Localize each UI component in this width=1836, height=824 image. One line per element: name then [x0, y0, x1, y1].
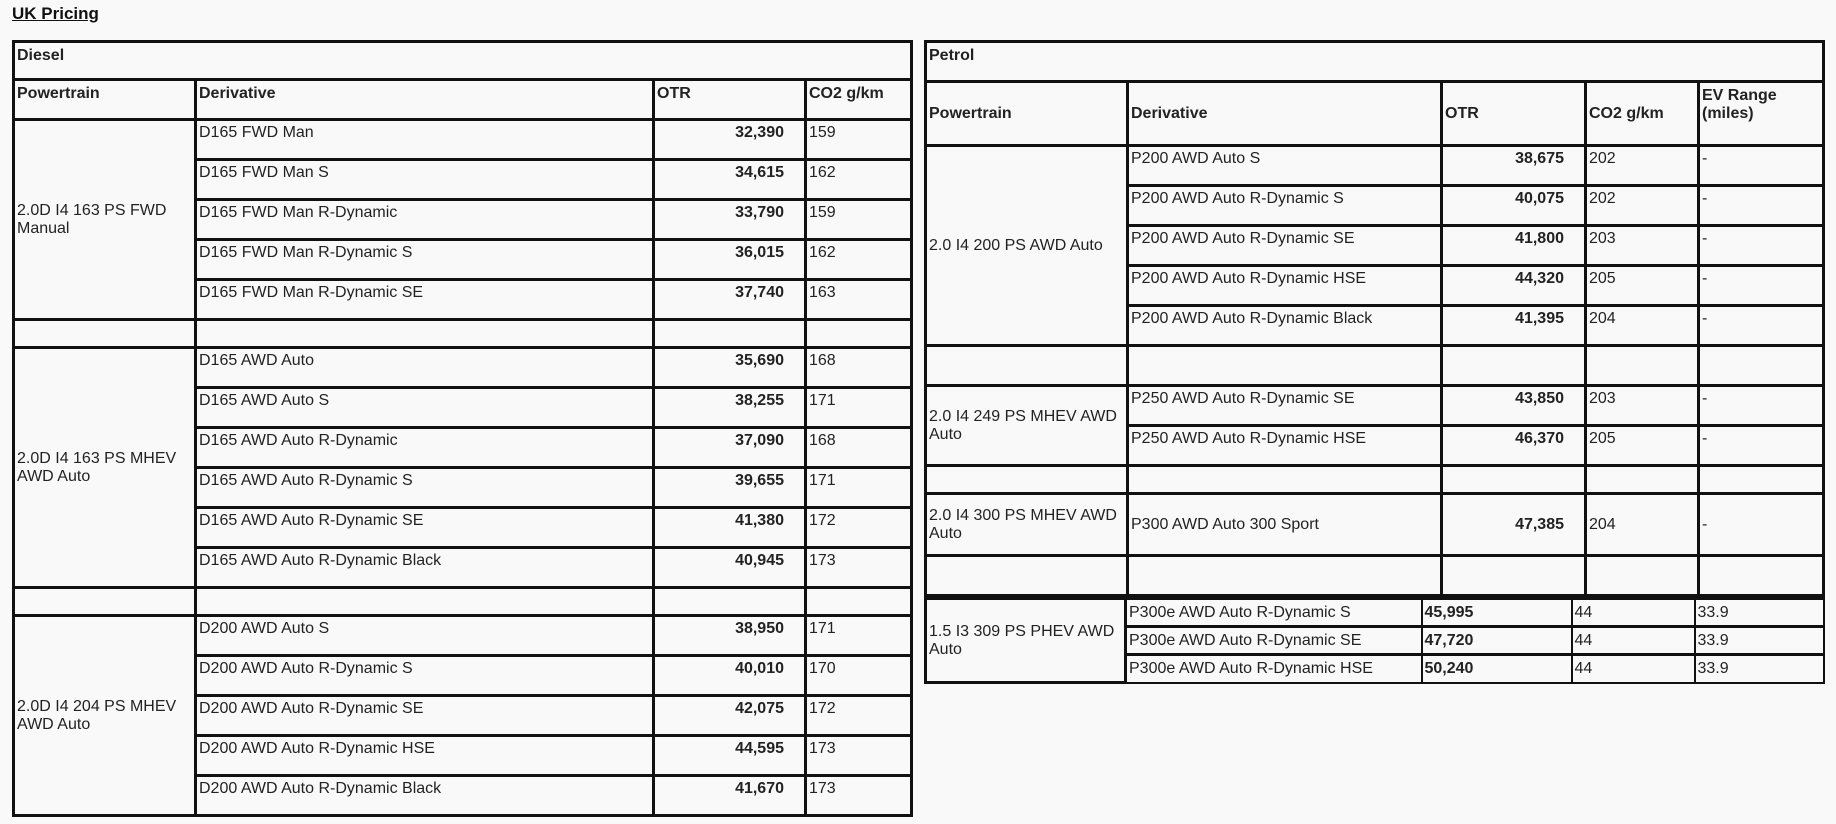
otr-cell: 47,385 [1442, 494, 1586, 556]
empty-cell [1442, 466, 1586, 494]
otr-cell: 43,850 [1442, 386, 1586, 426]
spacer-row [14, 320, 912, 348]
empty-cell [1128, 346, 1442, 386]
derivative-cell: P250 AWD Auto R-Dynamic SE [1128, 386, 1442, 426]
otr-cell: 41,800 [1442, 226, 1586, 266]
table-row [926, 494, 1824, 556]
otr-cell: 37,740 [654, 280, 806, 320]
empty-cell [1128, 556, 1442, 596]
derivative-cell: P200 AWD Auto R-Dynamic HSE [1128, 266, 1442, 306]
derivative-cell: P300 AWD Auto 300 Sport [1128, 494, 1442, 556]
co2-cell: 171 [806, 468, 912, 508]
empty-cell [806, 320, 912, 348]
co2-cell: 44 [1572, 655, 1695, 683]
ev-range-cell: - [1699, 186, 1824, 226]
derivative-cell: P200 AWD Auto R-Dynamic Black [1128, 306, 1442, 346]
co2-cell: 168 [806, 428, 912, 468]
petrol-pricing-table [924, 40, 1825, 597]
derivative-cell: P300e AWD Auto R-Dynamic S [1126, 599, 1422, 627]
empty-cell [14, 320, 196, 348]
empty-cell [926, 466, 1128, 494]
column-header-ev: EV Range (miles) [1699, 82, 1824, 146]
empty-cell [654, 320, 806, 348]
derivative-cell: D165 FWD Man R-Dynamic SE [196, 280, 654, 320]
table-row [926, 386, 1824, 426]
column-header-otr: OTR [1442, 82, 1586, 146]
column-header-derivative: Derivative [196, 80, 654, 120]
co2-cell: 205 [1586, 266, 1699, 306]
co2-cell: 204 [1586, 306, 1699, 346]
empty-cell [196, 588, 654, 616]
otr-cell: 40,010 [654, 656, 806, 696]
otr-cell: 38,675 [1442, 146, 1586, 186]
otr-cell: 50,240 [1422, 655, 1572, 683]
section-title-row [926, 42, 1824, 82]
table-row [926, 599, 1824, 627]
empty-cell [196, 320, 654, 348]
powertrain-cell: 2.0D I4 163 PS FWD Manual [14, 120, 196, 320]
empty-cell [654, 588, 806, 616]
co2-cell: 171 [806, 388, 912, 428]
ev-range-cell: 33.9 [1695, 599, 1824, 627]
derivative-cell: D200 AWD Auto R-Dynamic HSE [196, 736, 654, 776]
co2-cell: 44 [1572, 627, 1695, 655]
co2-cell: 205 [1586, 426, 1699, 466]
co2-cell: 168 [806, 348, 912, 388]
section-title: Petrol [926, 42, 1824, 82]
empty-cell [1442, 556, 1586, 596]
empty-cell [926, 346, 1128, 386]
empty-cell [1586, 346, 1699, 386]
otr-cell: 39,655 [654, 468, 806, 508]
empty-cell [1699, 346, 1824, 386]
spacer-row [926, 556, 1824, 596]
derivative-cell: D165 AWD Auto R-Dynamic S [196, 468, 654, 508]
co2-cell: 171 [806, 616, 912, 656]
co2-cell: 204 [1586, 494, 1699, 556]
ev-range-cell: 33.9 [1695, 627, 1824, 655]
empty-cell [1442, 346, 1586, 386]
co2-cell: 173 [806, 736, 912, 776]
otr-cell: 45,995 [1422, 599, 1572, 627]
otr-cell: 34,615 [654, 160, 806, 200]
derivative-cell: D165 AWD Auto R-Dynamic [196, 428, 654, 468]
otr-cell: 35,690 [654, 348, 806, 388]
ev-range-cell: - [1699, 494, 1824, 556]
otr-cell: 42,075 [654, 696, 806, 736]
table-row [14, 348, 912, 388]
otr-cell: 38,255 [654, 388, 806, 428]
derivative-cell: D165 FWD Man [196, 120, 654, 160]
derivative-cell: D165 FWD Man R-Dynamic S [196, 240, 654, 280]
co2-cell: 172 [806, 508, 912, 548]
derivative-cell: D200 AWD Auto R-Dynamic Black [196, 776, 654, 816]
co2-cell: 163 [806, 280, 912, 320]
powertrain-cell: 2.0 I4 249 PS MHEV AWD Auto [926, 386, 1128, 466]
derivative-cell: D200 AWD Auto R-Dynamic S [196, 656, 654, 696]
co2-cell: 173 [806, 776, 912, 816]
column-header-powertrain: Powertrain [926, 82, 1128, 146]
co2-cell: 162 [806, 240, 912, 280]
header-row [926, 82, 1824, 146]
powertrain-cell: 1.5 I3 309 PS PHEV AWD Auto [926, 599, 1126, 683]
spacer-row [14, 588, 912, 616]
otr-cell: 44,320 [1442, 266, 1586, 306]
empty-cell [1128, 466, 1442, 494]
co2-cell: 203 [1586, 226, 1699, 266]
derivative-cell: D165 FWD Man R-Dynamic [196, 200, 654, 240]
phev-pricing-table [924, 597, 1825, 684]
table-row [926, 146, 1824, 186]
empty-cell [1586, 466, 1699, 494]
co2-cell: 202 [1586, 146, 1699, 186]
derivative-cell: P250 AWD Auto R-Dynamic HSE [1128, 426, 1442, 466]
otr-cell: 40,945 [654, 548, 806, 588]
powertrain-cell: 2.0D I4 163 PS MHEV AWD Auto [14, 348, 196, 588]
derivative-cell: P200 AWD Auto S [1128, 146, 1442, 186]
otr-cell: 37,090 [654, 428, 806, 468]
section-title-row [14, 42, 912, 80]
co2-cell: 44 [1572, 599, 1695, 627]
derivative-cell: P200 AWD Auto R-Dynamic S [1128, 186, 1442, 226]
powertrain-cell: 2.0D I4 204 PS MHEV AWD Auto [14, 616, 196, 816]
otr-cell: 33,790 [654, 200, 806, 240]
otr-cell: 46,370 [1442, 426, 1586, 466]
page-heading: UK Pricing [12, 4, 99, 23]
ev-range-cell: - [1699, 426, 1824, 466]
header-row [14, 80, 912, 120]
column-header-otr: OTR [654, 80, 806, 120]
empty-cell [926, 556, 1128, 596]
derivative-cell: D165 AWD Auto R-Dynamic Black [196, 548, 654, 588]
ev-range-cell: 33.9 [1695, 655, 1824, 683]
co2-cell: 159 [806, 200, 912, 240]
derivative-cell: P300e AWD Auto R-Dynamic HSE [1126, 655, 1422, 683]
derivative-cell: D165 FWD Man S [196, 160, 654, 200]
co2-cell: 159 [806, 120, 912, 160]
empty-cell [14, 588, 196, 616]
derivative-cell: D165 AWD Auto R-Dynamic SE [196, 508, 654, 548]
powertrain-cell: 2.0 I4 300 PS MHEV AWD Auto [926, 494, 1128, 556]
otr-cell: 41,670 [654, 776, 806, 816]
ev-range-cell: - [1699, 146, 1824, 186]
powertrain-cell: 2.0 I4 200 PS AWD Auto [926, 146, 1128, 346]
derivative-cell: D165 AWD Auto S [196, 388, 654, 428]
otr-cell: 44,595 [654, 736, 806, 776]
column-header-co2: CO2 g/km [806, 80, 912, 120]
co2-cell: 170 [806, 656, 912, 696]
column-header-powertrain: Powertrain [14, 80, 196, 120]
otr-cell: 36,015 [654, 240, 806, 280]
diesel-pricing-table [12, 40, 913, 817]
otr-cell: 40,075 [1442, 186, 1586, 226]
derivative-cell: P200 AWD Auto R-Dynamic SE [1128, 226, 1442, 266]
spacer-row [926, 346, 1824, 386]
ev-range-cell: - [1699, 266, 1824, 306]
co2-cell: 173 [806, 548, 912, 588]
otr-cell: 32,390 [654, 120, 806, 160]
derivative-cell: D165 AWD Auto [196, 348, 654, 388]
spacer-row [926, 466, 1824, 494]
co2-cell: 162 [806, 160, 912, 200]
otr-cell: 47,720 [1422, 627, 1572, 655]
empty-cell [1699, 466, 1824, 494]
column-header-co2: CO2 g/km [1586, 82, 1699, 146]
column-header-derivative: Derivative [1128, 82, 1442, 146]
otr-cell: 41,380 [654, 508, 806, 548]
derivative-cell: P300e AWD Auto R-Dynamic SE [1126, 627, 1422, 655]
otr-cell: 41,395 [1442, 306, 1586, 346]
ev-range-cell: - [1699, 226, 1824, 266]
co2-cell: 203 [1586, 386, 1699, 426]
ev-range-cell: - [1699, 386, 1824, 426]
co2-cell: 172 [806, 696, 912, 736]
table-row [14, 616, 912, 656]
otr-cell: 38,950 [654, 616, 806, 656]
co2-cell: 202 [1586, 186, 1699, 226]
derivative-cell: D200 AWD Auto S [196, 616, 654, 656]
empty-cell [806, 588, 912, 616]
empty-cell [1699, 556, 1824, 596]
table-row [14, 120, 912, 160]
ev-range-cell: - [1699, 306, 1824, 346]
empty-cell [1586, 556, 1699, 596]
derivative-cell: D200 AWD Auto R-Dynamic SE [196, 696, 654, 736]
section-title: Diesel [14, 42, 912, 80]
